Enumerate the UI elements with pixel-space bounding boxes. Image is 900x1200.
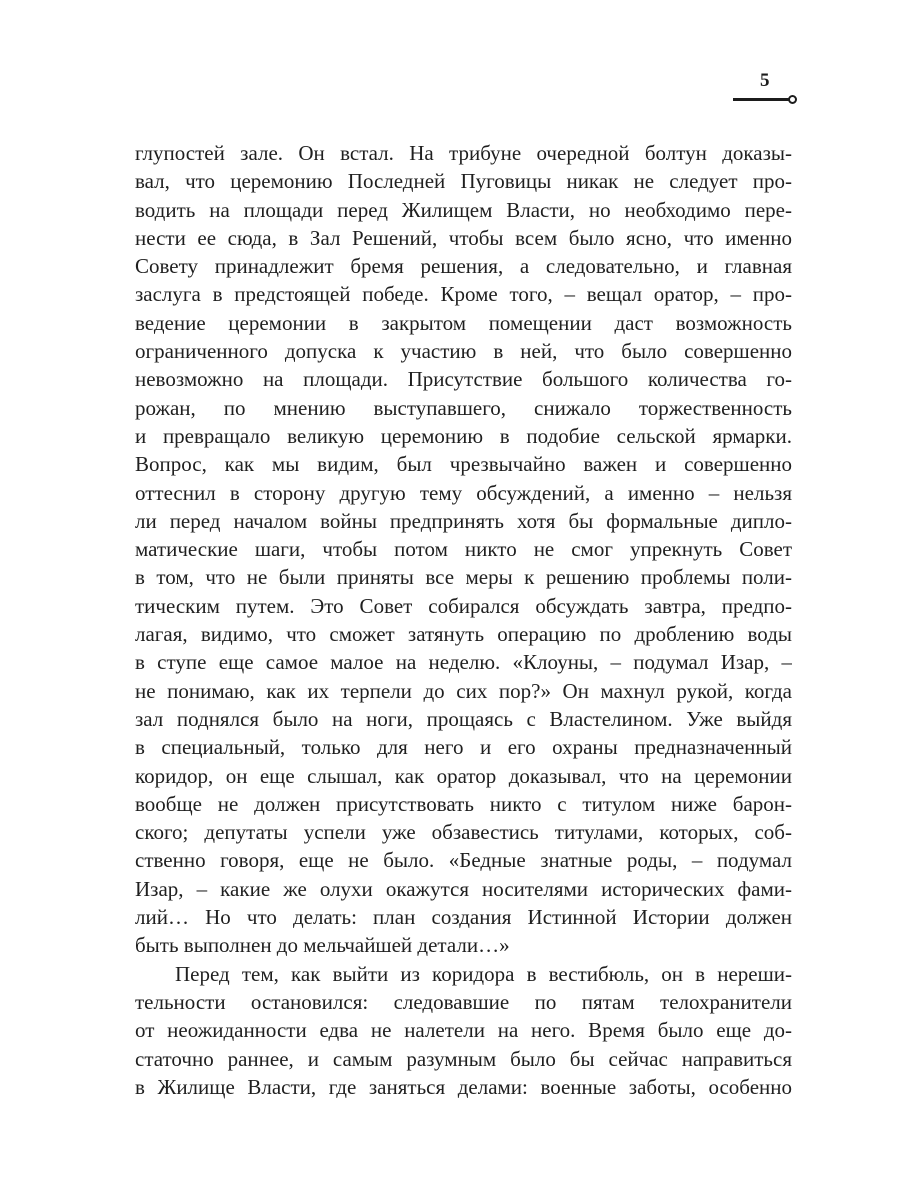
- text-line: глупостей зале. Он встал. На трибуне очередной болтун доказы-: [135, 141, 792, 165]
- text-line: лагая, видимо, что сможет затянуть операцию по дроблению воды: [135, 622, 792, 647]
- text-line: невозможно на площади. Присутствие большого количества го-: [135, 367, 792, 392]
- text-line: и превращало великую церемонию в подобие сельской ярмарки.: [135, 423, 792, 448]
- text-line: не понимаю, как их терпели до сих пор?» Он махнул рукой, когда: [135, 678, 792, 703]
- text-line: в ступе еще самое малое на неделю. «Клоуны, – подумал Изар, –: [135, 650, 792, 675]
- rule-line: [733, 98, 789, 101]
- text-line: заслуга в предстоящей победе. Кроме того, – вещал оратор, – про-: [135, 282, 792, 307]
- text-line: ограниченного допуска к участию в ней, что было совершенно: [135, 339, 792, 364]
- text-line: в Жилище Власти, где заняться делами: военные заботы, особенно: [135, 1074, 792, 1099]
- text-line: матические шаги, чтобы потом никто не смог упрекнуть Совет: [135, 537, 792, 562]
- text-line: в специальный, только для него и его охраны предназначенный: [135, 735, 792, 760]
- text-line: Перед тем, как выйти из коридора в вестибюль, он в нереши-: [175, 961, 792, 986]
- page-number-rule: [733, 94, 797, 105]
- circle-terminal-icon: [788, 95, 797, 104]
- text-line: тическим путем. Это Совет собирался обсуждать завтра, предпо-: [135, 593, 792, 618]
- text-line: водить на площади перед Жилищем Власти, но необходимо пере-: [135, 197, 792, 222]
- text-line: лий… Но что делать: план создания Истинной Истории должен: [135, 905, 792, 930]
- text-line: вал, что церемонию Последней Пуговицы никак не следует про-: [135, 169, 792, 194]
- text-line: ли перед началом войны предпринять хотя бы формальные дипло-: [135, 508, 792, 533]
- text-line: тельности остановился: следовавшие по пятам телохранители: [135, 989, 792, 1014]
- text-line: оттеснил в сторону другую тему обсуждений, а именно – нельзя: [135, 480, 792, 505]
- text-line: ского; депутаты успели уже обзавестись титулами, которых, соб-: [135, 820, 792, 845]
- text-line: вообще не должен присутствовать никто с титулом ниже барон-: [135, 791, 792, 816]
- text-line: в том, что не были приняты все меры к решению проблемы поли-: [135, 565, 792, 590]
- page-text: [135, 139, 792, 1101]
- text-line: Совету принадлежит бремя решения, а следовательно, и главная: [135, 254, 792, 279]
- text-line: Изар, – какие же олухи окажутся носителями исторических фами-: [135, 876, 792, 901]
- text-line: рожан, по мнению выступавшего, снижало торжественность: [135, 395, 792, 420]
- text-line: быть выполнен до мельчайшей детали…»: [135, 933, 510, 958]
- text-line: нести ее сюда, в Зал Решений, чтобы всем было ясно, что именно: [135, 225, 792, 250]
- text-line: ведение церемонии в закрытом помещении даст возможность: [135, 310, 792, 335]
- text-line: Вопрос, как мы видим, был чрезвычайно важен и совершенно: [135, 452, 792, 477]
- text-line: зал поднялся было на ноги, прощаясь с Властелином. Уже выйдя: [135, 706, 792, 731]
- text-line: статочно раннее, и самым разумным было бы сейчас направиться: [135, 1046, 792, 1071]
- text-line: ственно говоря, еще не было. «Бедные знатные роды, – подумал: [135, 848, 792, 873]
- text-line: коридор, он еще слышал, как оратор доказывал, что на церемонии: [135, 763, 792, 788]
- text-line: от неожиданности едва не налетели на него. Время было еще до-: [135, 1018, 792, 1043]
- page-header: [733, 69, 797, 105]
- page-number: 5: [760, 70, 770, 91]
